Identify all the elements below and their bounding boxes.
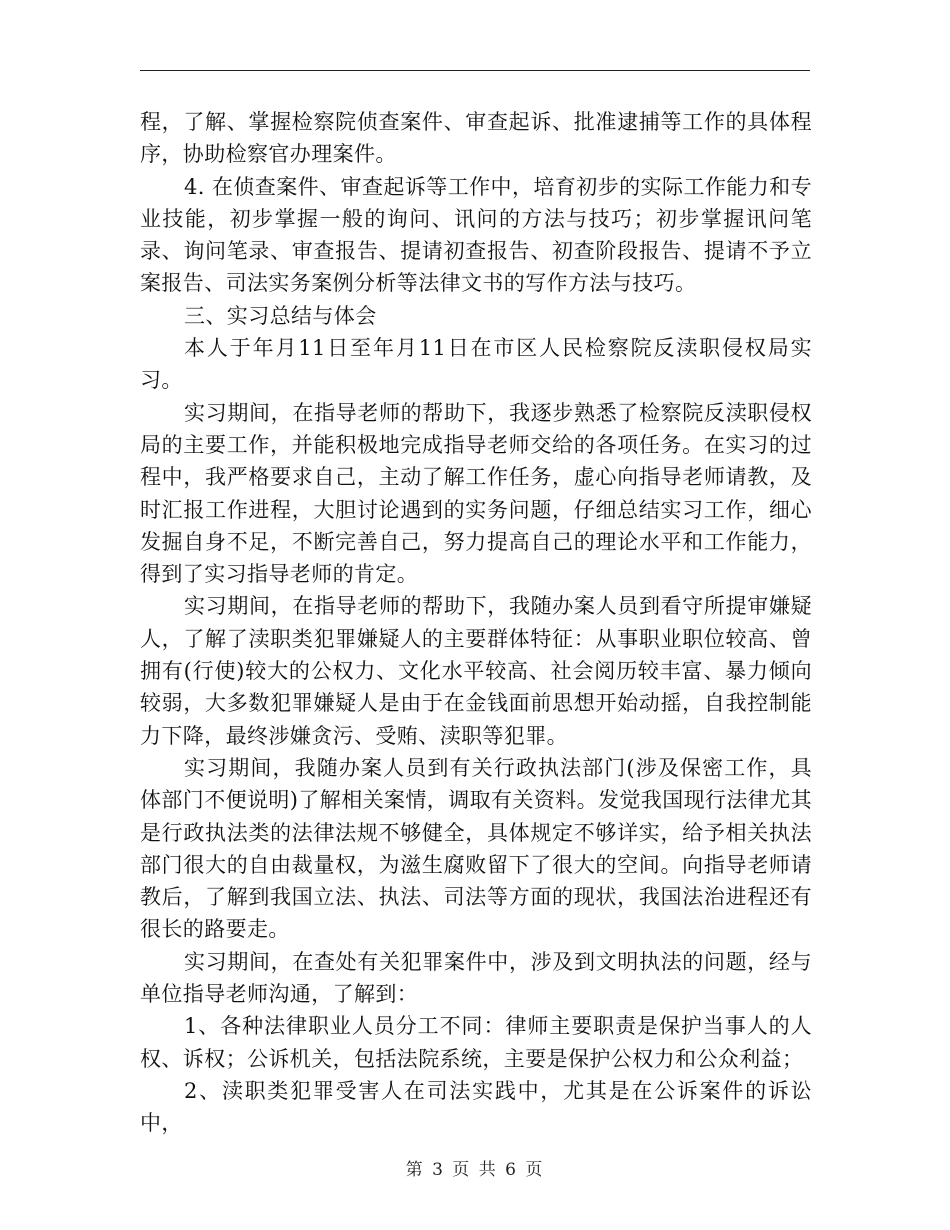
paragraph: 实习期间，在查处有关犯罪案件中，涉及到文明执法的问题，经与单位指导老师沟通，了解到：	[140, 949, 812, 1007]
paragraph: 实习期间，在指导老师的帮助下，我逐步熟悉了检察院反渎职侵权局的主要工作，并能积极地完成指导老师交给的各项任务。在实习的过程中，我严格要求自己，主动了解工作任务，虚心向指导老师请教，及时汇报工作进程，大胆讨论遇到的实务问题，仔细总结实习工作，细心发掘自身不足，不断完善自己，努力提高自己的理论水平和工作能力，得到了实习指导老师的肯定。	[140, 400, 812, 587]
paragraph: 实习期间，在指导老师的帮助下，我随办案人员到看守所提审嫌疑人，了解了渎职类犯罪嫌疑人的主要群体特征：从事职业职位较高、曾拥有(行使)较大的公权力、文化水平较高、社会阅历较丰富、暴力倾向较弱，大多数犯罪嫌疑人是由于在金钱面前思想开始动摇，自我控制能力下降，最终涉嫌贪污、受贿、渎职等犯罪。	[140, 594, 812, 748]
list-item: 2、渎职类犯罪受害人在司法实践中，尤其是在公诉案件的诉讼中，	[140, 1078, 812, 1136]
header-rule	[140, 70, 810, 71]
page-number: 第 3 页 共 6 页	[405, 1160, 545, 1180]
paragraph: 4. 在侦查案件、审查起诉等工作中，培育初步的实际工作能力和专业技能，初步掌握一般的询问、讯问的方法与技巧；初步掌握讯问笔录、询问笔录、审查报告、提请初查报告、初查阶段报告、提请不予立案报告、司法实务案例分析等法律文书的写作方法与技巧。	[140, 174, 812, 296]
section-heading: 三、实习总结与体会	[184, 303, 377, 328]
paragraph: 本人于年月11日至年月11日在市区人民检察院反渎职侵权局实习。	[140, 336, 812, 393]
paragraph: 程，了解、掌握检察院侦查案件、审查起诉、批准逮捕等工作的具体程序，协助检察官办理案件。	[140, 110, 812, 167]
paragraph: 实习期间，我随办案人员到有关行政执法部门(涉及保密工作，具体部门不便说明)了解相关案情，调取有关资料。发觉我国现行法律尤其是行政执法类的法律法规不够健全，具体规定不够详实，给予相关执法部门很大的自由裁量权，为滋生腐败留下了很大的空间。向指导老师请教后，了解到我国立法、执法、司法等方面的现状，我国法治进程还有很长的路要走。	[140, 755, 812, 942]
document-body	[140, 106, 812, 1140]
list-item: 1、各种法律职业人员分工不同：律师主要职责是保护当事人的人权、诉权；公诉机关，包括法院系统，主要是保护公权力和公众利益；	[140, 1014, 812, 1071]
